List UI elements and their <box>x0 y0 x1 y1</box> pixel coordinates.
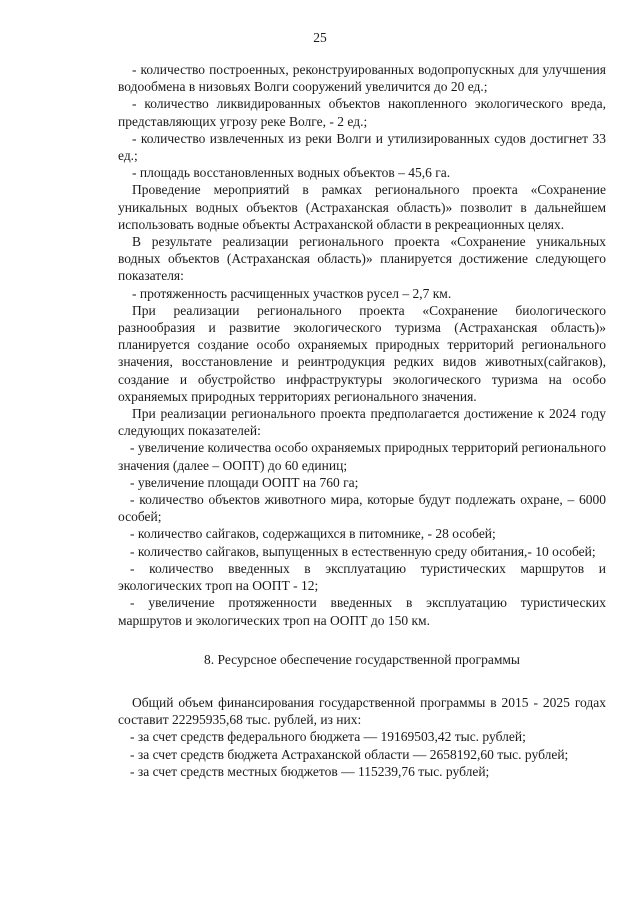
paragraph: - за счет средств бюджета Астраханской области — 2658192,60 тыс. рублей; <box>130 746 569 762</box>
paragraph: - количество ликвидированных объектов накопленного экологического вреда, представляющих угрозу реке Волге, - 2 ед.; <box>118 96 606 129</box>
paragraph: При реализации регионального проекта предполагается достижение к 2024 году следующих показателей: <box>118 406 606 439</box>
paragraph: - количество объектов животного мира, которые будут подлежать охране, – 6000 особей; <box>118 492 606 525</box>
paragraph: - количество введенных в эксплуатацию туристических маршрутов и экологических троп на ООПТ - 12; <box>118 560 606 594</box>
paragraph: - увеличение количества особо охраняемых природных территорий регионального значения (далее – ООПТ) до 60 единиц; <box>118 440 607 473</box>
paragraph: - увеличение протяженности введенных в эксплуатацию туристических маршрутов и экологических троп на ООПТ до 150 км. <box>118 595 606 628</box>
paragraph: - количество извлеченных из реки Волги и утилизированных судов достигнет 33 ед.; <box>118 130 606 164</box>
page-number: 25 <box>313 30 327 45</box>
paragraph: Проведение мероприятий в рамках регионального проекта «Сохранение уникальных водных объектов (Астраханская область)» позволит в дальнейшем использовать водные объекты Астраханской области в рекреационных целях. <box>118 182 606 232</box>
paragraph: - площадь восстановленных водных объектов – 45,6 га. <box>132 165 451 181</box>
paragraph: В результате реализации регионального проекта «Сохранение уникальных водных объектов (Астраханская область)» планируется достижение следующего показателя: <box>118 234 606 284</box>
document-body <box>118 61 606 780</box>
paragraph: При реализации регионального проекта «Сохранение биологического разнообразия и развитие экологического туризма (Астраханская область)» планируется создание особо охраняемых природных территорий регионального значения, восстановление и реинтродукция редких видов животных(сайгаков), создание и обустройство инфраструктуры экологического туризма на особо охраняемых природных территориях регионального значения. <box>118 302 606 404</box>
paragraph: - протяженность расчищенных участков русел – 2,7 км. <box>132 285 452 301</box>
paragraph: - количество сайгаков, содержащихся в питомнике, - 28 особей; <box>130 526 496 542</box>
paragraph: - количество сайгаков, выпущенных в естественную среду обитания,- 10 особей; <box>130 543 596 559</box>
section-heading: 8. Ресурсное обеспечение государственной программы <box>204 651 520 667</box>
paragraph: - увеличение площади ООПТ на 760 га; <box>130 474 359 490</box>
paragraph: - количество построенных, реконструированных водопропускных для улучшения водообмена в низовьях Волги сооружений увеличится до 20 ед.; <box>118 62 606 95</box>
paragraph: - за счет средств местных бюджетов — 115239,76 тыс. рублей; <box>130 763 490 779</box>
paragraph: - за счет средств федерального бюджета — 19169503,42 тыс. рублей; <box>130 729 526 745</box>
paragraph: Общий объем финансирования государственной программы в 2015 - 2025 годах составит 22295935,68 тыс. рублей, из них: <box>118 694 606 728</box>
